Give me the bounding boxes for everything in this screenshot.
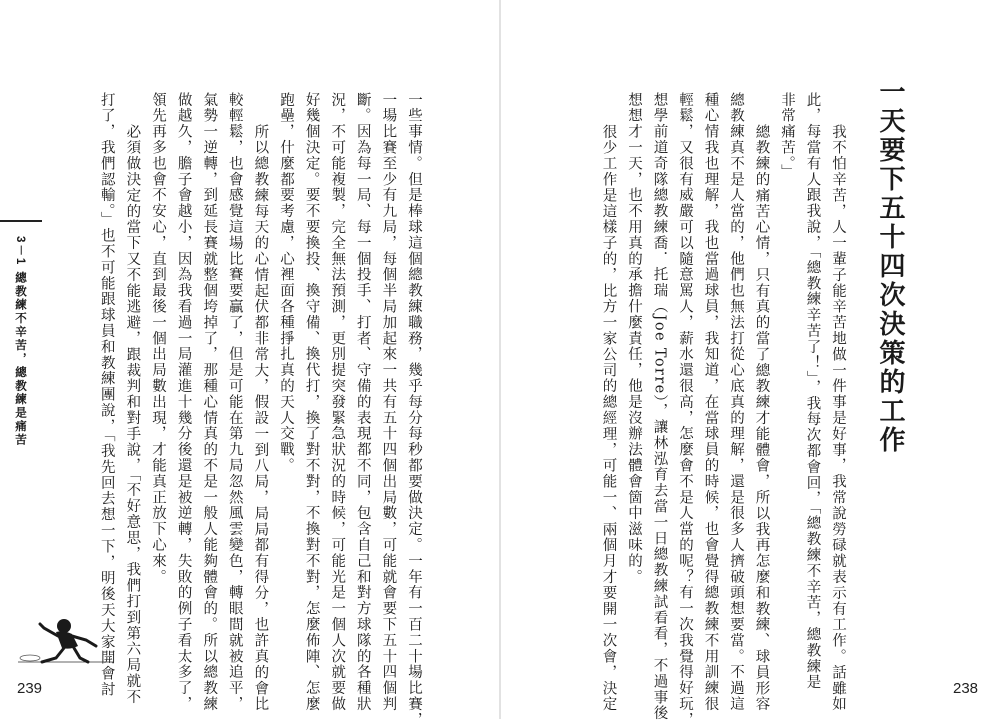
text-column: 我不怕辛苦，人一輩子能辛苦地做一件事是好事，我常說勞碌就表示有工作。話雖如: [830, 124, 846, 713]
text-column: 種心情我也理解，我也當過球員，我知道，在當球員的時候，也會覺得總教練不用訓練很: [702, 92, 719, 713]
text-column: 輕鬆，又很有威嚴可以隨意罵人，薪水還很高，怎麼會不是人當的呢？有一次我覺得好玩，: [677, 92, 693, 728]
text-column: 想學前道奇隊總教練喬．托瑞（Joe Torre），讓林泓育去當一日總教練試看看，不過事後: [651, 92, 668, 722]
text-column: 想想才一天，也不用真的承擔什麼責任，他是沒辦法體會箇中滋味的。: [626, 92, 642, 585]
text-column: 況，不可能複製，完全無法預測，更別提突發緊急狀況的時候，可能光是一個人次就要做: [329, 92, 346, 713]
text-column: 總教練真不是人當的，他們也無法打從心底真的理解，還是很多人擠破頭想要當。不過這: [728, 92, 744, 713]
text-column: 跑壘，什麼都要考慮，心裡面各種掙扎真的天人交戰。: [278, 92, 294, 474]
text-column: 好幾個決定。要不要換投、換守備、換代打，換了對不對，不換對不對，怎麼佈陣、怎麼: [303, 92, 320, 713]
section-title: 一天要下五十四次決策的工作: [875, 78, 905, 455]
text-column: 一些事情。但是棒球這個總教練職務，幾乎每分每秒都要做決定。一年有一百二十場比賽，: [406, 92, 422, 728]
page-number-left: 239: [17, 680, 43, 697]
page-number-right: 238: [953, 680, 979, 697]
text-column: 領先再多也會不安心，直到最後一個出局數出現，才能真正放下心來。: [150, 92, 166, 585]
text-column: 一場比賽至少有九局，每個半局加起來一共有五十四個出局數，可能就會要下五十四個判: [380, 92, 397, 713]
text-column: 氣勢一逆轉，到延長賽就整個垮掉了，那種心情真的不是一般人能夠體會的。所以總教練: [201, 92, 218, 713]
text-column: 此，每當有人跟我說，「總教練辛苦了！」，我每次都會回，「總教練不辛苦，總教練是: [804, 92, 821, 691]
chapter-marker-rule: [0, 220, 42, 222]
baseball-player-illustration: [6, 612, 116, 672]
text-column: 必須做決定的當下又不能逃避，跟裁判和對手說，「不好意思，我們打到第六局就不: [124, 124, 141, 706]
text-column: 總教練的痛苦心情，只有真的當了總教練才能體會，所以我再怎麼和教練、球員形容: [753, 124, 770, 713]
chapter-running-head: 3－1 總教練不辛苦，總教練是痛苦: [14, 236, 26, 447]
text-column: 斷。因為每一局、每一個投手、打者、守備的表現都不同，包含自己和對方球隊的各種狀: [354, 92, 371, 713]
text-column: 所以總教練每天的心情起伏都非常大，假設一到八局，局局都有得分，也許真的會比: [252, 124, 269, 713]
text-column: 做越久，膽子會越小，因為我看過一局灌進十幾分後還是被逆轉，失敗的例子看太多了，: [175, 92, 192, 713]
page-gutter: [499, 0, 501, 719]
text-column: 較輕鬆，也會感覺這場比賽要贏了，但是可能在第九局忽然風雲變色，轉眼間就被追平，: [226, 92, 243, 713]
text-column: 很少工作是這樣子的，比方一家公司的總經理，可能一、兩個月才要開一次會，決定: [600, 124, 617, 713]
text-column: 非常痛苦。」: [779, 92, 795, 181]
text-column: 打了，我們認輸。」也不可能跟球員和教練團說，「我先回去想一下，明後天大家開會討: [98, 92, 115, 698]
